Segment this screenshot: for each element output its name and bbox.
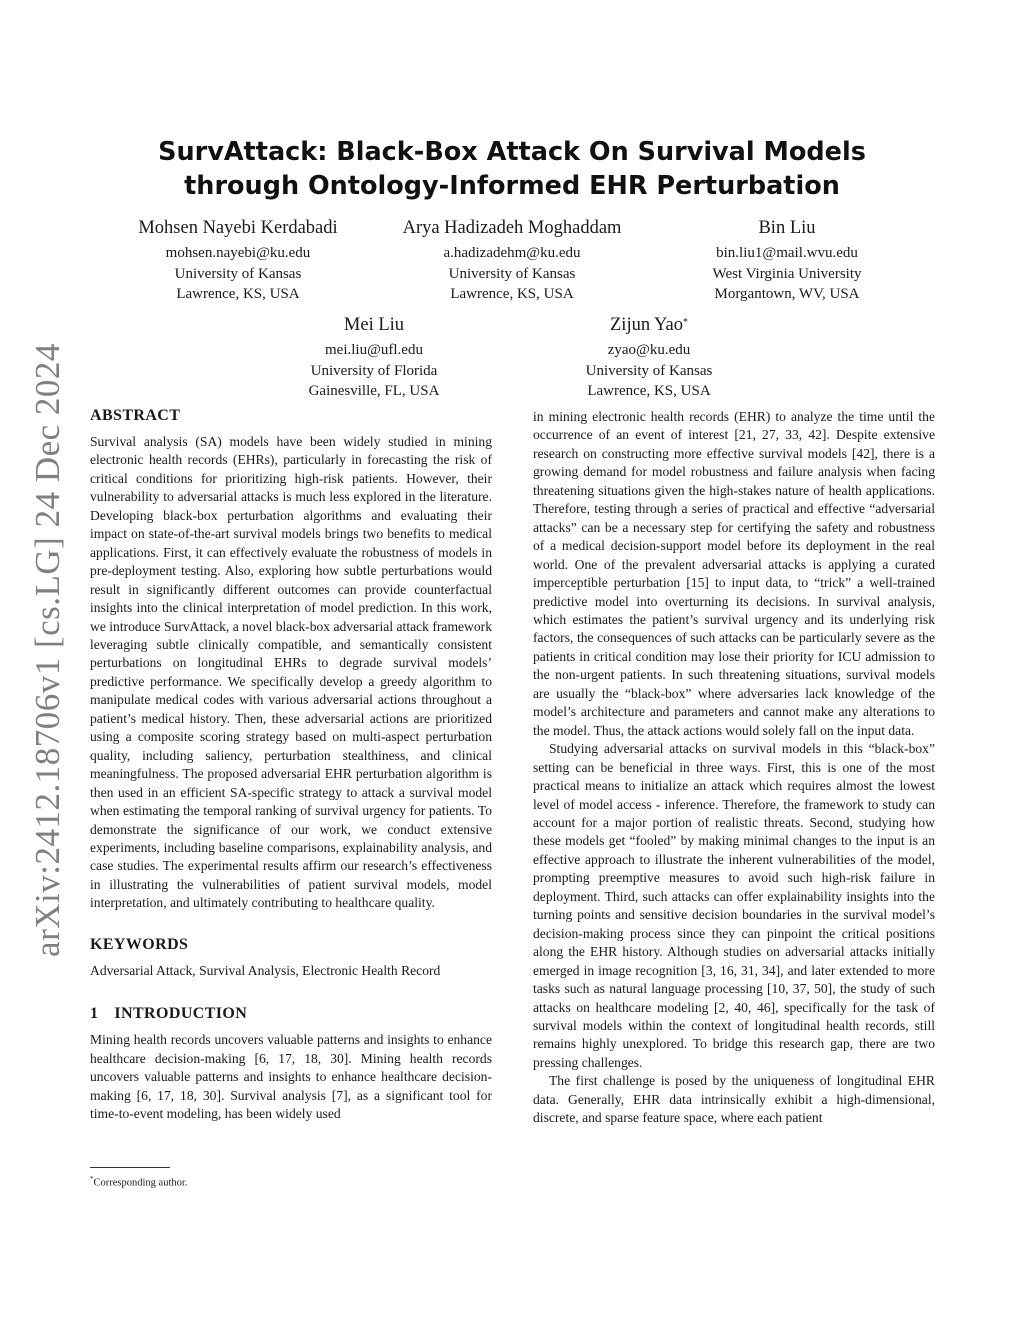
section-title: INTRODUCTION bbox=[114, 1005, 248, 1023]
author-affiliation: University of Kansas bbox=[585, 362, 713, 379]
author-email: a.hadizadehm@ku.edu bbox=[443, 245, 581, 261]
footnote-mark: * bbox=[90, 1175, 94, 1183]
author-email: zyao@ku.edu bbox=[607, 342, 691, 358]
author-email: bin.liu1@mail.wvu.edu bbox=[716, 245, 858, 261]
author-location: Lawrence, KS, USA bbox=[176, 286, 300, 302]
author-location: Lawrence, KS, USA bbox=[587, 383, 711, 399]
author-name-line bbox=[586, 312, 713, 338]
author-location: Morgantown, WV, USA bbox=[714, 286, 860, 302]
author-block bbox=[586, 312, 713, 402]
author-email: mohsen.nayebi@ku.edu bbox=[165, 245, 311, 261]
author-email: mei.liu@ufl.edu bbox=[325, 342, 423, 358]
author-name: Zijun Yao bbox=[610, 315, 683, 335]
author-affiliation: University of Kansas bbox=[174, 265, 302, 282]
author-location: Gainesville, FL, USA bbox=[308, 383, 440, 399]
author-name: Arya Hadizadeh Moghaddam bbox=[402, 218, 622, 238]
body-paragraph: The first challenge is posed by the uniqueness of longitudinal EHR data. Generally, EHR data intrinsically exhibit a high-dimensional, discrete, and sparse feature space, where each patient bbox=[533, 1073, 935, 1126]
author-name: Bin Liu bbox=[758, 218, 816, 238]
keywords-heading: KEYWORDS bbox=[90, 935, 189, 953]
footnote-text: Corresponding author. bbox=[93, 1177, 188, 1189]
author-affiliation: West Virginia University bbox=[712, 265, 862, 282]
author-block bbox=[713, 215, 862, 305]
footnote bbox=[90, 1173, 187, 1190]
body-paragraph: in mining electronic health records (EHR) to analyze the time until the occurrence of an event of interest [21, 27, 33, 42]. Despite extensive research on constructing more effective survival models [42], there is a growing demand for model robustness and failure analysis when facing threatening situations given the high-stakes nature of health applications. Therefore, testing through a series of practical and effective “adversarial attacks” can be a necessary step for certifying the safety and robustness of a medical decision-support model before its deployment in the real world. One of the prevalent adversarial attacks is applying a curated imperceptible perturbation [15] to input data, to “trick” a well-trained predictive model into overturning its decisions. In survival analysis, which estimates the patient’s survival urgency and its underlying risk factors, the consequences of such attacks can be particularly severe as the patients in critical condition may lose their priority for ICU admission to the non-urgent patients. In such threatening situations, survival models are usually the “black-box” where adversaries lack knowledge of the model’s architecture and parameters and cannot make any alterations to the model. Thus, the attack actions would solely fall on the input data. bbox=[533, 409, 935, 738]
author-affiliation: University of Florida bbox=[310, 362, 438, 379]
body-paragraph: Studying adversarial attacks on survival models in this “black-box” setting can be beneficial in three ways. First, this is one of the most practical means to initialize an attack which requires almost the lowest level of model access - inference. Therefore, the framework to study can account for a major portion of realistic threats. Second, studying how these models get “fooled” by making minimal changes to the input is an effective approach to illustrate the inherent vulnerabilities of the model, prompting preemptive measures to avoid such high-risk failure in deployment. Third, such attacks can offer explainability insights into the turning points and sensitive decision boundaries in the survival model’s decision-making process since they can pinpoint the critical positions along the EHR history. Although studies on adversarial attacks initially emerged in image recognition [3, 16, 31, 34], and later extended to more tasks such as natural language processing [10, 37, 50], the study of such attacks on healthcare modeling [2, 40, 46], specifically for the task of survival models within the context of longitudinal health records, still remains highly unexplored. To bridge this research gap, there are two pressing challenges. bbox=[533, 741, 935, 1070]
paper-title bbox=[90, 135, 934, 203]
section-number: 1 bbox=[90, 1005, 99, 1023]
author-location: Lawrence, KS, USA bbox=[450, 286, 574, 302]
introduction-paragraph: Mining health records uncovers valuable patterns and insights to enhance healthcare decision-making [6, 17, 18, 30]. Mining health records uncovers valuable patterns and insights to enhance healthcare decision-making [6, 17, 18, 30]. Survival analysis [7], as a significant tool for time-to-event modeling, has been widely used bbox=[90, 1032, 492, 1122]
abstract-text: Survival analysis (SA) models have been widely studied in mining electronic health records (EHRs), particularly in forecasting the risk of critical conditions for prioritizing high-risk patients. However, their vulnerability to adversarial attacks is much less explored in the literature. Developing black-box perturbation algorithms and evaluating their impact on state-of-the-art survival models brings two benefits to medical applications. First, it can effectively evaluate the robustness of models in pre-deployment testing. Also, exploring how subtle perturbations would result in significantly different outcomes can provide counterfactual insights into the clinical interpretation of model prediction. In this work, we introduce SurvAttack, a novel black-box adversarial attack framework leveraging subtle clinically compatible, and semantically consistent perturbations on longitudinal EHRs to degrade survival models’ predictive performance. We specifically develop a greedy algorithm to manipulate medical codes with various adversarial actions throughout a patient’s medical history. Then, these adversarial actions are prioritized using a composite scoring strategy based on multi-aspect perturbation quality, including saliency, perturbation stealthiness, and clinical meaningfulness. The proposed adversarial EHR perturbation algorithm is then used in an efficient SA-specific strategy to attack a survival model when estimating the temporal ranking of survival urgency for patients. To demonstrate the significance of our work, we conduct extensive experiments, including baseline comparisons, explainability analysis, and case studies. The experimental results affirm our research’s effectiveness in illustrating the vulnerabilities of patient survival models, model interpretation, and ultimately contributing to healthcare quality. bbox=[90, 434, 492, 911]
author-name: Mohsen Nayebi Kerdabadi bbox=[138, 218, 338, 238]
author-block bbox=[403, 215, 622, 305]
paper-title-line-1: SurvAttack: Black-Box Attack On Survival Models bbox=[158, 137, 866, 167]
left-column bbox=[90, 406, 492, 1124]
corresponding-author-mark: * bbox=[683, 317, 688, 328]
abstract-heading: ABSTRACT bbox=[90, 407, 181, 424]
author-block bbox=[138, 215, 337, 305]
arxiv-identifier-stamp: arXiv:2412.18706v1 [cs.LG] 24 Dec 2024 bbox=[28, 343, 67, 957]
right-column bbox=[533, 408, 935, 1128]
footnote-rule bbox=[90, 1167, 170, 1168]
author-name: Mei Liu bbox=[343, 315, 405, 335]
author-block bbox=[309, 312, 440, 402]
author-affiliation: University of Kansas bbox=[448, 265, 576, 282]
introduction-heading bbox=[90, 1004, 492, 1024]
paper-title-line-2: through Ontology-Informed EHR Perturbation bbox=[184, 171, 840, 201]
keywords-text: Adversarial Attack, Survival Analysis, Electronic Health Record bbox=[90, 962, 441, 978]
